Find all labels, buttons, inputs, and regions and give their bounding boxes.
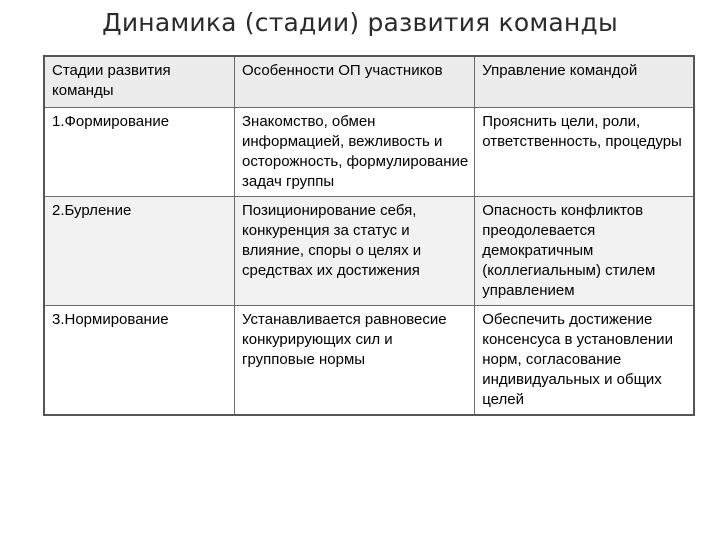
team-stages-table [43, 55, 695, 416]
page-title: Динамика (стадии) развития команды [102, 8, 618, 37]
stage-cell: 1.Формирование [44, 108, 235, 197]
table-row [44, 306, 694, 416]
header-features: Особенности ОП участников [235, 56, 475, 108]
stage-cell: 3.Нормирование [44, 306, 235, 416]
table-row [44, 197, 694, 306]
features-cell: Устанавливается равновесие конкурирующих сил и групповые нормы [235, 306, 475, 416]
features-cell: Позиционирование себя, конкуренция за статус и влияние, споры о целях и средствах их достижения [235, 197, 475, 306]
stage-cell: 2.Бурление [44, 197, 235, 306]
header-management: Управление командой [475, 56, 694, 108]
management-cell: Прояснить цели, роли, ответственность, процедуры [475, 108, 694, 197]
features-cell: Знакомство, обмен информацией, вежливость и осторожность, формулирование задач группы [235, 108, 475, 197]
table-header-row [44, 56, 694, 108]
table-row [44, 108, 694, 197]
management-cell: Опасность конфликтов преодолевается демократичным (коллегиальным) стилем управлением [475, 197, 694, 306]
header-stages: Стадии развития команды [44, 56, 235, 108]
management-cell: Обеспечить достижение консенсуса в установлении норм, согласование индивидуальных и общих целей [475, 306, 694, 416]
